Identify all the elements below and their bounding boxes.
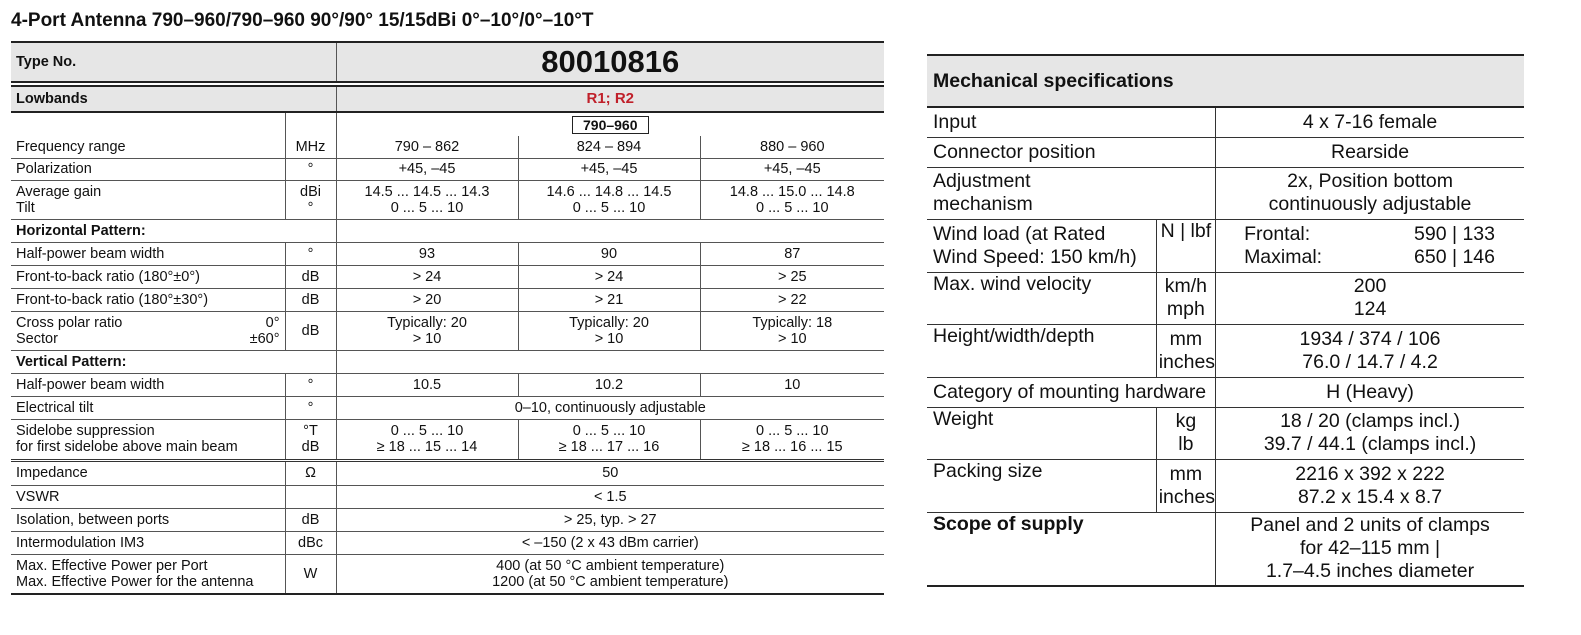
row-label: Half-power beam width <box>11 242 285 265</box>
cell: 14.8 ... 15.0 ... 14.8 <box>729 183 855 200</box>
cell: 39.7 / 44.1 (clamps incl.) <box>1263 433 1477 455</box>
unit: km/h <box>1164 275 1207 297</box>
table-row <box>11 396 884 419</box>
lowbands-label: Lowbands <box>11 86 336 112</box>
cell: > 10 <box>777 330 807 347</box>
row-label: Input <box>927 107 1216 137</box>
row-label: Cross polar ratio <box>16 314 123 331</box>
row-label: Packing size <box>927 459 1156 512</box>
cell: 1934 / 374 / 106 <box>1299 327 1441 350</box>
cell: 0 ... 5 ... 10 <box>755 423 829 439</box>
polarization-label: Polarization <box>11 158 285 180</box>
unit: dB <box>285 508 336 531</box>
cell: 0 ... 5 ... 10 <box>755 199 829 216</box>
cell: 87 <box>700 242 884 265</box>
table-row <box>11 311 884 350</box>
unit: ° <box>307 199 314 216</box>
unit: Ω <box>285 460 336 485</box>
band-row <box>11 112 884 136</box>
average-gain-label: Average gain <box>16 183 102 200</box>
cell: Maximal: <box>1244 245 1323 268</box>
unit: inches <box>1158 485 1216 508</box>
table-row <box>11 180 884 219</box>
row-label: Front-to-back ratio (180°±0°) <box>11 265 285 288</box>
row-label: Weight <box>927 407 1156 459</box>
cell: continuously adjustable <box>1268 193 1472 215</box>
cell: 18 / 20 (clamps incl.) <box>1280 410 1460 432</box>
table-row <box>11 554 884 594</box>
table-row <box>927 512 1524 586</box>
row-label: Isolation, between ports <box>11 508 285 531</box>
row-label: Max. Effective Power for the antenna <box>16 573 254 590</box>
table-row <box>11 460 884 485</box>
unit: W <box>285 554 336 594</box>
type-no-row <box>11 42 884 82</box>
row-label: 0° <box>265 314 280 331</box>
cell: 0 ... 5 ... 10 <box>390 199 464 216</box>
cell: 1.7–4.5 inches diameter <box>1265 560 1475 583</box>
cell: 0–10, continuously adjustable <box>336 396 884 419</box>
unit: mph <box>1166 298 1205 320</box>
row-label: Wind load (at Rated <box>933 222 1106 245</box>
table-row <box>11 373 884 396</box>
row-label: Category of mounting hardware <box>927 377 1216 407</box>
unit: kg <box>1175 410 1197 432</box>
cell: for 42–115 mm | <box>1299 537 1441 560</box>
lowbands-row <box>11 86 884 112</box>
table-row <box>927 137 1524 167</box>
cell: > 25 <box>700 265 884 288</box>
cell: H (Heavy) <box>1216 377 1524 407</box>
row-label: Connector position <box>927 137 1216 167</box>
row-label: Wind Speed: 150 km/h) <box>933 245 1137 268</box>
cell: +45, –45 <box>336 158 518 180</box>
mechanical-header-row <box>927 55 1524 107</box>
table-row <box>11 419 884 460</box>
scope-of-supply-label: Scope of supply <box>927 512 1216 586</box>
unit: lb <box>1178 433 1194 455</box>
table-row <box>927 324 1524 377</box>
cell: > 24 <box>336 265 518 288</box>
table-row <box>11 265 884 288</box>
row-label: VSWR <box>11 485 285 508</box>
section-row <box>11 219 884 242</box>
section-row <box>11 350 884 373</box>
table-row <box>11 288 884 311</box>
cell: 2216 x 392 x 222 <box>1295 462 1445 485</box>
table-row <box>927 459 1524 512</box>
cell: > 10 <box>412 330 442 347</box>
cell: 124 <box>1353 298 1387 320</box>
cell: 650 | 146 <box>1414 245 1495 268</box>
cell: > 24 <box>518 265 700 288</box>
cell: 400 (at 50 °C ambient temperature) <box>496 557 725 574</box>
row-label: mechanism <box>933 193 1033 215</box>
table-row <box>927 167 1524 219</box>
cell: 824 – 894 <box>518 136 700 158</box>
cell: 14.6 ... 14.8 ... 14.5 <box>546 183 672 200</box>
table-row <box>11 485 884 508</box>
unit: N | lbf <box>1156 219 1215 272</box>
unit: dB <box>285 311 336 350</box>
row-label: for first sidelobe above main beam <box>16 439 238 455</box>
cell: 4 x 7-16 female <box>1216 107 1524 137</box>
cell: 790 – 862 <box>336 136 518 158</box>
row-label: ±60° <box>249 330 280 347</box>
mechanical-spec-table <box>927 54 1524 587</box>
table-row <box>11 136 884 158</box>
row-label: Height/width/depth <box>927 324 1156 377</box>
unit: dBi <box>300 183 321 200</box>
cell: 0 ... 5 ... 10 <box>572 423 646 439</box>
frequency-range-label: Frequency range <box>11 136 285 158</box>
cell: Typically: 20 <box>387 314 467 331</box>
cell: 0 ... 5 ... 10 <box>390 423 464 439</box>
table-row <box>927 407 1524 459</box>
unit: ° <box>285 396 336 419</box>
cell: > 22 <box>700 288 884 311</box>
cell: 1200 (at 50 °C ambient temperature) <box>492 573 729 590</box>
table-row <box>927 219 1524 272</box>
cell: > 21 <box>518 288 700 311</box>
vertical-pattern-heading: Vertical Pattern: <box>11 350 336 373</box>
row-label: Max. wind velocity <box>927 272 1156 324</box>
cell: 50 <box>336 460 884 485</box>
cell: 2x, Position bottom <box>1287 170 1453 192</box>
row-label: Sector <box>16 330 58 347</box>
cell: ≥ 18 ... 15 ... 14 <box>376 439 478 455</box>
port-labels: R1; R2 <box>336 86 884 112</box>
cell: +45, –45 <box>700 158 884 180</box>
unit: MHz <box>285 136 336 158</box>
cell: Frontal: <box>1244 222 1311 245</box>
table-row <box>927 272 1524 324</box>
table-row <box>927 107 1524 137</box>
cell: Typically: 18 <box>752 314 833 331</box>
cell: 0 ... 5 ... 10 <box>572 199 646 216</box>
row-label: Half-power beam width <box>11 373 285 396</box>
table-row <box>927 377 1524 407</box>
unit: ° <box>285 158 336 180</box>
cell: < 1.5 <box>336 485 884 508</box>
unit: mm <box>1169 462 1203 485</box>
cell: > 20 <box>336 288 518 311</box>
unit: dB <box>301 439 320 455</box>
cell: ≥ 18 ... 17 ... 16 <box>558 439 660 455</box>
table-row <box>11 508 884 531</box>
unit: ° <box>285 373 336 396</box>
row-label: Impedance <box>11 460 285 485</box>
unit: mm <box>1169 327 1203 350</box>
cell: < –150 (2 x 43 dBm carrier) <box>336 531 884 554</box>
cell: 10.5 <box>336 373 518 396</box>
type-no-value: 80010816 <box>336 42 884 82</box>
cell: > 25, typ. > 27 <box>336 508 884 531</box>
tilt-label: Tilt <box>16 199 35 216</box>
mechanical-specifications-heading: Mechanical specifications <box>927 55 1524 107</box>
row-label: Intermodulation IM3 <box>11 531 285 554</box>
cell: Panel and 2 units of clamps <box>1250 514 1490 537</box>
unit: inches <box>1158 350 1216 373</box>
cell: 90 <box>518 242 700 265</box>
row-label: Front-to-back ratio (180°±30°) <box>11 288 285 311</box>
band-label: 790–960 <box>572 116 649 134</box>
unit <box>285 485 336 508</box>
unit: °T <box>303 423 318 439</box>
table-row <box>11 242 884 265</box>
row-label: Max. Effective Power per Port <box>16 557 208 574</box>
cell: 880 – 960 <box>700 136 884 158</box>
row-label: Electrical tilt <box>11 396 285 419</box>
row-label: Sidelobe suppression <box>16 423 155 439</box>
cell: 10 <box>700 373 884 396</box>
cell: 87.2 x 15.4 x 8.7 <box>1297 485 1443 508</box>
cell: 14.5 ... 14.5 ... 14.3 <box>364 183 490 200</box>
table-row <box>11 158 884 180</box>
cell: ≥ 18 ... 16 ... 15 <box>741 439 843 455</box>
cell: 10.2 <box>518 373 700 396</box>
type-no-label: Type No. <box>11 42 336 82</box>
horizontal-pattern-heading: Horizontal Pattern: <box>11 219 336 242</box>
unit: ° <box>285 242 336 265</box>
cell: Rearside <box>1216 137 1524 167</box>
cell: +45, –45 <box>518 158 700 180</box>
page-title: 4-Port Antenna 790–960/790–960 90°/90° 15/15dBi 0°–10°/0°–10°T <box>11 10 594 31</box>
cell: 590 | 133 <box>1414 222 1495 245</box>
cell: > 10 <box>594 330 624 347</box>
electrical-spec-table <box>11 41 884 595</box>
unit: dBc <box>285 531 336 554</box>
cell: Typically: 20 <box>569 314 649 331</box>
unit: dB <box>285 288 336 311</box>
cell: 200 <box>1353 275 1387 297</box>
row-label: Adjustment <box>933 170 1031 192</box>
unit: dB <box>285 265 336 288</box>
table-row <box>11 531 884 554</box>
cell: 93 <box>336 242 518 265</box>
cell: 76.0 / 14.7 / 4.2 <box>1302 350 1438 373</box>
